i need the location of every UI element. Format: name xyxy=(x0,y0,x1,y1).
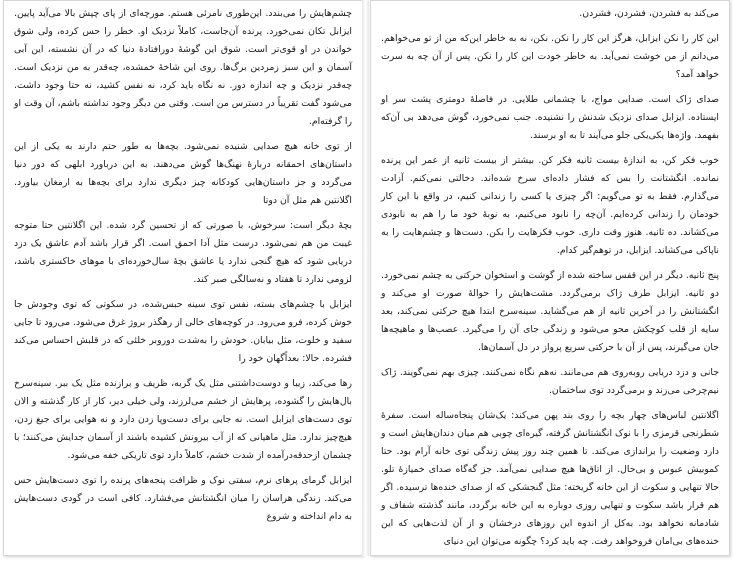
paragraph: اگلانتین لباس‌های چهار بچه را روی بند پهن می‌کند: یک‌شان پنجاه‌ساله است. سفرهٔ شطرنجی قرمزی را با نوک انگشتانش گرفته، گیره‌ای چوبی هم میان دندان‌هایش است و دارد وضعیت را براندازی می‌کند. تا همین چند روز پیش زندگی توی خانه آرام بود. حتا کموبیش عبوس و بی‌حال. از اتاق‌ها هیچ صدایی نمی‌آمد. جز گه‌گاه صدای خمیازهٔ تلو. حالا تنهایی و سکوت از این خانه گریخته‌: مثل گنجشکی که از صدای خنده‌ها ترسیده. اگر هم قرار باشد سکوت و تنهایی روزی دوباره به این خانه برگردد، مانند گذشته شفاف و شادمانه نخواهد بود. به‌کل از اندوه این روزهای درخشان و از آن لذت‌هایی که این خنده‌های بی‌امان فروخواهد رفت. چه باید کرد؟ چگونه می‌توان این دنیای xyxy=(381,410,719,547)
paragraph: پنج ثانیه. دیگر در این قفس ساخته شده از گوشت و استخوان حرکتی به چشم نمی‌خورد. دو ثانیه. ایزابل طرف ژاک برمی‌گردد. مشت‌هایش را حوالهٔ صورت او می‌کند و انگشتانش را در آخرین ثانیه از هم می‌گشاید. سینه‌سرخ ابتدا هیچ حرکتی نمی‌کند، بعد سایه از قلب کوچکش محو می‌شود و زندگی جای آن را می‌گیرد. عصب‌ها و ماهیچه‌ها جان می‌گیرند، پس از آن با حرکتی سریع پرواز در دل آسمان‌ها. xyxy=(381,270,719,353)
paragraph: جانی و دزد دریایی روبه‌روی هم می‌مانند. نه‌هم نگاه نمی‌کنند. چیزی بهم نمی‌گویند. ژاک نیم‌چرخی می‌زند و برمی‌گردد توی ساختمان. xyxy=(381,367,719,396)
paragraph: صدای ژاک است. صدایی مواج، با چشمانی طلایی. در فاصلهٔ دومتری پشت سر او ایستاده. ایزابل صدای نزدیک شدنش را نشنیده. جنب نمی‌خورد، گوش می‌دهد بی آن‌که بفهمد. واژه‌ها یکی‌یکی جلو می‌آیند تا به او برسند. xyxy=(381,94,719,141)
left-page xyxy=(3,0,363,556)
paragraph: خوب فکر کن، به اندازهٔ بیست ثانیه فکر کن. بیشتر از بیست ثانیه از عمر این پرنده نمانده. انگشتانت را بس که فشار داده‌ای سرخ شده‌اند. دخالتی نمی‌کنم. آزادت می‌گذارم. فقط به تو می‌گویم: اگر چیزی یا کسی را زندانی کنیم، در واقع با این کار خودمان را زندانی کرده‌ایم. آن‌چه را نابود می‌کنیم، به نوبهٔ خود ما را هم به نابودی می‌کشاند. ده ثانیه. هنوز وقت داری. خوب فکرهایت را بکن. دست‌ها و چشم‌هایت را به ناپاکی می‌کشاند. ایزابل، در توهم‌گیر کدام. xyxy=(381,155,719,256)
paragraph: این کار را نکن ایزابل، هرگز این کار را نکن. نکن، نه به خاطر این‌که من از تو می‌خواهم. می‌دانم از من خوشت نمی‌آید. به خاطر خودت این کار را نکن. پس از آن چه به سرت خواهد آمد؟ xyxy=(381,33,719,80)
paragraph: از توی خانه هیچ صدایی شنیده نمی‌شود. بچه‌ها به طور حتم دارند به یکی از این داستان‌های احمقانه دربارهٔ نهنگ‌ها گوش می‌دهند. به این درباورد ابلهی که دور دنیا می‌گردد و جز داستان‌هایی کودکانه چیز دیگری ندارد برای بچه‌ها به ارمغان بیاورد. اگلانتین هم مثل آن دوتا xyxy=(14,141,352,206)
paragraph: ایزابل با چشم‌های بسته، نفس توی سینه حبس‌شده، در سکوتی که توی وجودش جا خوش کرده، فرو می‌رود. در کوچه‌های خالی از رهگذر بروژ غرق می‌شود. می‌رود تا جایی سفید و خلوت، مثل بیابان. خودش را به‌شدت دوروبر خلئی که در قلبش احساس می‌کند فشرده. حالا: بعداًگهان خود را xyxy=(14,299,352,364)
paragraph: چشم‌هایش را می‌بندد. این‌طوری نامرئی هستم. مورچه‌ای از پای چپش بالا می‌آید پایین. ایزابل تکان نمی‌خورد. پرنده آن‌جاست، کاملاً نزدیک او. خطر را حس کرده، ولی شوق خواندن در او قوی‌تر است. شوق این گوشهٔ دورافتادهٔ دنیا که در آن نشسته، این آبی آسمان و این سبز زمردین برگ‌ها. روی این شاخهٔ خمشده، چه‌قدر به من نزدیک است. چه‌قدر نزدیک و چه اندازه دور. نه نگاه باید کرد، نه نفس کشید، نه حتا وجود داشت. می‌شود گفت تقریباً در دسترس من است. وقتی من دیگر وجود نداشته باشم، آن وقت او را گرفته‌ام. xyxy=(14,8,352,127)
right-page xyxy=(370,0,730,556)
page-gutter xyxy=(362,0,369,556)
paragraph: بچهٔ دیگر است: سرخوش، با صورتی که از تحسین گرد شده. این اگلانتین حتا متوجه غیبت من هم نمی‌شود. درست مثل آدا احمق است. اگر قرار باشد آدم عاشق یک دزد دریایی شود که هیچ گنجی ندارد یا عاشق بچهٔ سال‌خورده‌ای با موهای خاکستری باشد، لزومی ندارد تا هفتاد و نه‌سالگی صبر کند. xyxy=(14,220,352,285)
right-page-text xyxy=(381,5,719,551)
paragraph: می‌کند به فشردن، فشردن، فشردن. xyxy=(579,8,719,19)
paragraph: رها می‌کند، زیبا و دوست‌داشتنی مثل یک گربه، ظریف و برازنده مثل یک ببر. سینه‌سرخ بال‌هایش را گشوده، پرهایش از خشم می‌لرزند، ولی خیلی دیر، کار از کار گذشته و الان توی دست‌های ایزابل است. نه جایی برای دست‌وپا زدن دارد و نه هوایی برای جیغ زدن، هیچ‌چیز ندارد. مثل ماهیانی که از آب بیرونش کشیده باشند از آسمان جدایش می‌کنند؛ با چشمان ازحدقه‌درآمده از شدت خشم، کاملاً دارد توی تاریکی خفه می‌شود. xyxy=(14,378,352,461)
paragraph: ایزابل گرمای پرهای نرم، سفتی نوک و ظرافت پنجه‌های پرنده را توی دست‌هایش حس می‌کند. زندگی هراسان را میان انگشتانش می‌فشارد. کافی است در گودی دست‌هایش به دام انداخته و شروع xyxy=(14,475,352,522)
left-page-text xyxy=(14,5,352,551)
